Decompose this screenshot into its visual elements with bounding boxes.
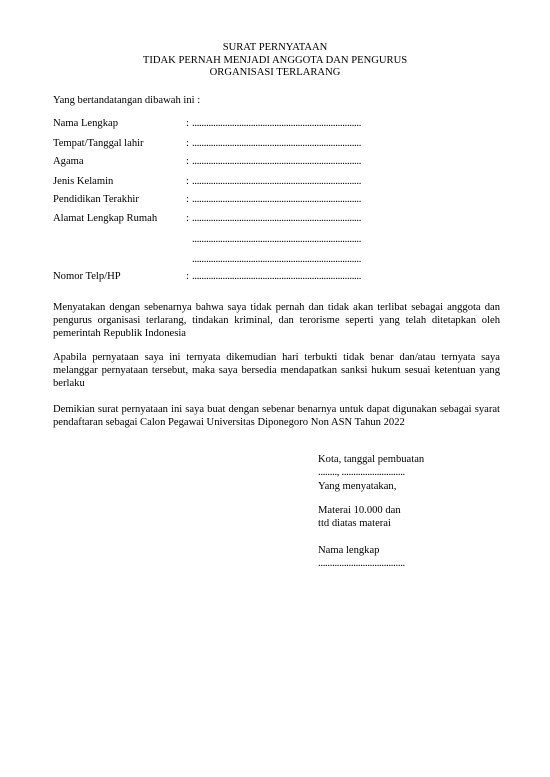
field-blank: ........................................................................: [192, 213, 362, 224]
field-colon: :: [186, 213, 189, 224]
field-row-gender: [53, 175, 403, 189]
field-colon: :: [186, 176, 189, 187]
signature-date-blank: ........, ...........................: [318, 467, 405, 478]
closing-paragraph: Demikian surat pernyataan ini saya buat dengan sebenar benarnya untuk dapat digunakan sebagai syarat pendaftaran sebagai Calon Pegawai Universitas Diponegoro Non ASN Tahun 2022: [53, 404, 500, 428]
field-colon: :: [186, 194, 189, 205]
document-title: [0, 41, 550, 79]
field-row-address: [53, 212, 403, 226]
signature-name-blank: .....................................: [318, 558, 405, 569]
signature-place-date: Kota, tanggal pembuatan: [318, 454, 425, 465]
field-label: Jenis Kelamin: [53, 176, 114, 187]
field-colon: :: [186, 156, 189, 167]
signature-name-label: Nama lengkap: [318, 545, 380, 556]
field-label: Nama Lengkap: [53, 118, 119, 129]
field-label: Tempat/Tanggal lahir: [53, 138, 144, 149]
title-line-2: TIDAK PERNAH MENJADI ANGGOTA DAN PENGURUS: [142, 54, 408, 66]
field-colon: :: [186, 118, 189, 129]
field-blank: ........................................................................: [192, 176, 362, 187]
field-colon: :: [186, 271, 189, 282]
field-row-birth: [53, 137, 403, 151]
address-blank-line-2: ........................................................................: [192, 234, 362, 245]
title-line-1: SURAT PERNYATAAN: [222, 42, 328, 53]
stamp-note-line-2: ttd diatas materai: [318, 518, 391, 529]
field-row-religion: [53, 155, 403, 169]
field-row-phone: [53, 270, 403, 284]
address-blank-line-3: ........................................................................: [192, 254, 362, 265]
field-row-education: [53, 193, 403, 207]
field-label: Alamat Lengkap Rumah: [53, 213, 158, 224]
signature-declarant: Yang menyatakan,: [318, 481, 397, 492]
intro-text: Yang bertandatangan dibawah ini :: [53, 95, 201, 106]
title-line-3: ORGANISASI TERLARANG: [209, 67, 341, 78]
consequence-paragraph: Apabila pernyataan saya ini ternyata dikemudian hari terbukti tidak benar dan/atau ternyata saya melanggar pernyataan tersebut, maka saya bersedia mendapatkan sanksi hukum sesuai ketentuan yang berlaku: [53, 352, 500, 389]
field-blank: ........................................................................: [192, 118, 362, 129]
field-blank: ........................................................................: [192, 138, 362, 149]
field-blank: ........................................................................: [192, 156, 362, 167]
statement-paragraph: Menyatakan dengan sebenarnya bahwa saya tidak pernah dan tidak akan terlibat sebagai anggota dan pengurus organisasi terlarang, tindakan kriminal, dan terorisme seperti yang telah ditetapkan oleh pemerintah Republik Indonesia: [53, 302, 500, 339]
stamp-note-line-1: Materai 10.000 dan: [318, 505, 401, 516]
field-row-name: [53, 117, 403, 131]
field-blank: ........................................................................: [192, 271, 362, 282]
field-label: Pendidikan Terakhir: [53, 194, 139, 205]
field-label: Nomor Telp/HP: [53, 271, 121, 282]
field-blank: ........................................................................: [192, 194, 362, 205]
field-colon: :: [186, 138, 189, 149]
field-label: Agama: [53, 156, 84, 167]
